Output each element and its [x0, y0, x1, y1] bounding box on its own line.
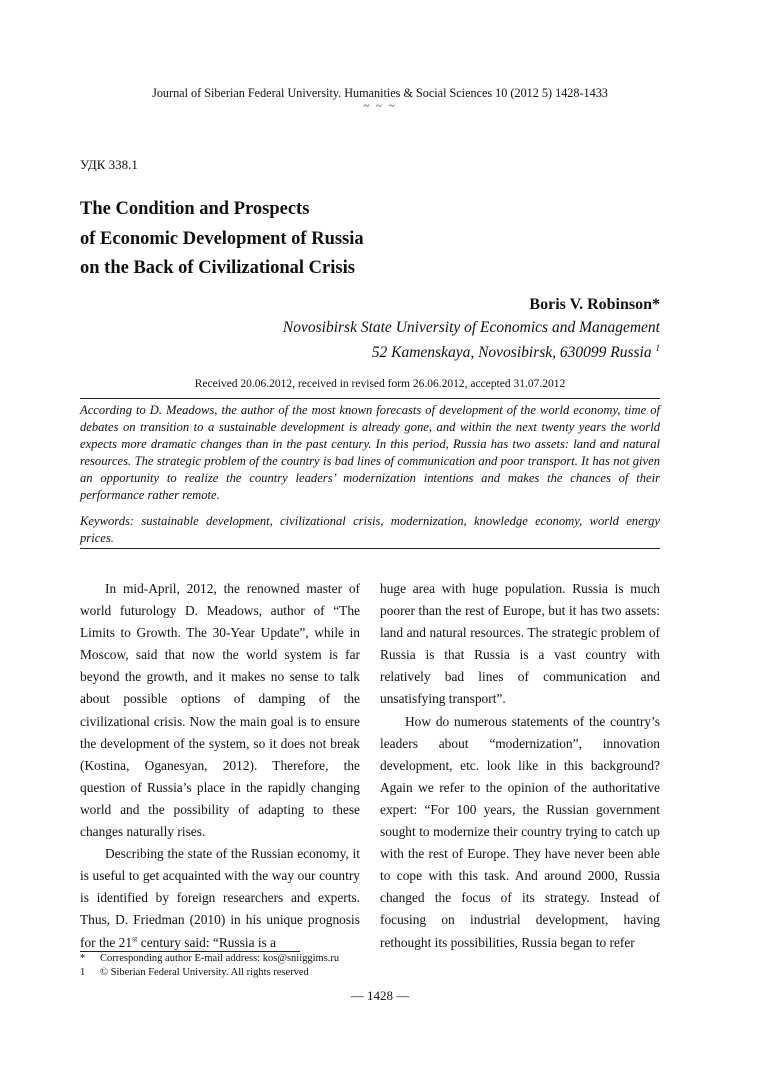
body-column-right: [380, 578, 660, 954]
body-paragraph: How do numerous statements of the country’s leaders about “modernization”, innovation development, etc. look like in this background? Again we refer to the opinion of the authoritative expert: “For 100 years, the Russian government sought to modernize their country trying to catch up with the rest of Europe. They have never been able to cope with this task. And around 2000, Russia changed the focus of its strategy. Instead of focusing on industrial development, having rethought its possibilities, Russia began to refer: [380, 713, 660, 950]
abstract: According to D. Meadows, the author of the most known forecasts of development of the world economy, time of debates on transition to a sustainable development is already gone, and within the next twenty years the world expects more dramatic changes than in the past century. In this period, Russia has two assets: land and natural resources. The strategic problem of the country is bad lines of communication and poor transport. It has not given an opportunity to realize the country leaders’ modernization intentions and makes the chances of their performance rather remote.: [80, 403, 660, 503]
udk-code: УДК 338.1: [80, 157, 138, 172]
body-paragraph: In mid-April, 2012, the renowned master of world futurology D. Meadows, author of “The Limits to Growth. The 30-Year Update”, while in Moscow, said that now the world system is far beyond the growth, and it makes no sense to talk about possible options of damping of the civilizational crisis. Now the main goal is to ensure the development of the system, so it does not break (Kostina, Oganesyan, 2012). Therefore, the question of Russia’s place in the rapidly changing world and the possibility of adapting to these changes naturally rises.: [80, 581, 360, 840]
paragraph-text: century said: “Russia is a: [137, 934, 277, 950]
journal-header: Journal of Siberian Federal University. Humanities & Social Sciences 10 (2012 5) 1428-1433: [152, 86, 608, 100]
paragraph-text: Describing the state of the Russian economy, it is useful to get acquainted with the way our country is identified by foreign researchers and experts. Thus, D. Friedman (2010) in his unique prognosis for the 21: [80, 846, 360, 950]
header-tilde-separator: ~ ~ ~: [363, 100, 397, 112]
page-number: — 1428 —: [350, 988, 410, 1003]
footnote: [80, 967, 309, 978]
body-paragraph: huge area with huge population. Russia is much poorer than the rest of Europe, but it has two assets: land and natural resources. The strategic problem of Russia is that Russia is a vast country with relatively bad lines of communication and unsatisfying transport”.: [380, 581, 660, 707]
received-dates: Received 20.06.2012, received in revised form 26.06.2012, accepted 31.07.2012: [194, 378, 566, 390]
footnote-text: © Siberian Federal University. All rights reserved: [100, 967, 309, 978]
paper-title: [80, 195, 600, 284]
address-text: 52 Kamenskaya, Novosibirsk, 630099 Russia: [371, 344, 656, 362]
footnote: [80, 953, 339, 964]
footnote-text: Corresponding author E-mail address: kos@sniiggims.ru: [100, 953, 340, 964]
title-line-2: of Economic Development of Russia: [80, 228, 364, 249]
body-column-left: [80, 578, 360, 954]
footnote-mark: 1: [80, 967, 86, 978]
footnote-rule: [80, 951, 300, 952]
affiliation: Novosibirsk State University of Economics and Management: [282, 319, 660, 336]
author-name: Boris V. Robinson*: [529, 296, 660, 313]
address: [283, 338, 660, 363]
author-affiliation-block: [283, 318, 660, 363]
keywords: Keywords: sustainable development, civilizational crisis, modernization, knowledge economy, world energy prices.: [80, 514, 660, 546]
title-line-3: on the Back of Civilizational Crisis: [80, 258, 355, 278]
abstract-bottom-rule: [80, 548, 660, 549]
ordinal-superscript: st: [132, 934, 138, 944]
abstract-top-rule: [80, 398, 660, 399]
footnote-mark: *: [80, 953, 86, 964]
address-footnote-mark: 1: [655, 343, 660, 353]
body-paragraph: [80, 843, 360, 953]
title-line-1: The Condition and Prospects: [80, 199, 310, 219]
